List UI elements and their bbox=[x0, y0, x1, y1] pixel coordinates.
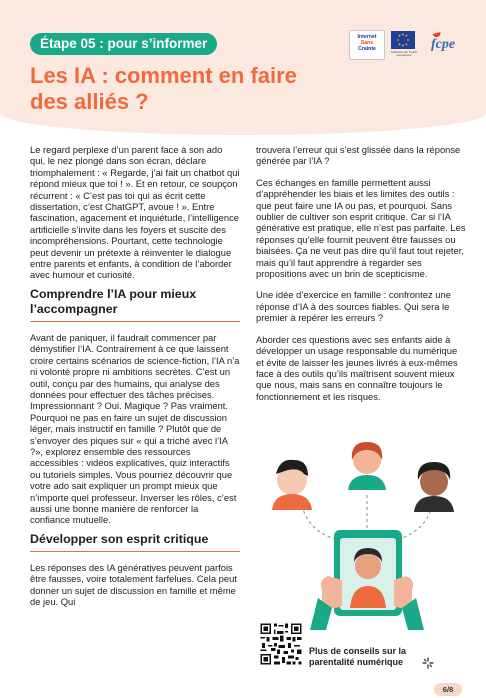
stage-badge: Étape 05 : pour s’informer bbox=[30, 33, 217, 55]
fcpe-logo: fcpe bbox=[431, 32, 469, 58]
intro-paragraph: Le regard perplexe d’un parent face à son ado qui, le nez plongé dans son écran, déclare triomphalement : « Regarde, j’ai fait un chatbot qui répond mieux que toi ! ». Et en retour, ce soupçon récurrent : « C’est pas toi qui as écrit cette dissertation, c’est ChatGPT, avoue ! ». Entre fascination, agacement et inquiétude, l’intelligence artificielle s’invite dans les foyers et suscite des incompréhensions. Pourtant, cette technologie peut devenir un prétexte à réinventer le dialogue entre parents et enfants, à condition de l’aborder avec humour et curiosité. bbox=[30, 144, 240, 281]
sparkle-icon bbox=[422, 657, 434, 669]
section-paragraph-understand: Avant de paniquer, il faudrait commencer par démystifier l’IA. Contrairement à ce que laissent croire certains scénarios de science-fiction, l’IA n’a ni volonté propre ni ambitions secrètes. C’est un outil, conçu par des humains, qui analyse des données pour effectuer des tâches précises. Impressionnant ? Oui. Magique ? Pas vraiment. Pourquoi ne pas en faire un sujet de discussion léger, mais instructif en famille ? Plutôt que de s’envoyer des piques sur « qui a triché avec l’IA ?», explorez ensemble des ressources accessibles : vidéos explicatives, quiz interactifs ou tutoriels simples. Vous pourriez découvrir que votre ado sait expliquer un prompt mieux que n’importe quel professeur. Inverser les rôles, c’est aussi une bonne manière de renforcer la confiance mutuelle. bbox=[30, 331, 240, 526]
phone-icon bbox=[334, 530, 402, 616]
partner-logos bbox=[349, 30, 469, 64]
paragraph-continuation: trouvera l’erreur qui s’est glissée dans la réponse générée par l’IA ? bbox=[256, 144, 461, 167]
qr-code[interactable] bbox=[259, 622, 303, 666]
qr-caption: Plus de conseils sur la parentalité numérique bbox=[309, 646, 407, 667]
internet-sans-crainte-logo: Internet Sans Crainte bbox=[349, 30, 385, 60]
person-right-icon bbox=[414, 462, 454, 512]
paragraph-responsible-use: Aborder ces questions avec ses enfants aide à développer un usage responsable du numérique et évite de laisser les jeunes livrés à eux-mêmes face à des outils qu’ils maîtrisent souvent mieux que nous, mais sans en connaître toujours le fonctionnement et les risques. bbox=[256, 333, 458, 402]
eu-caption: Cofinancé par l’Union européenne bbox=[390, 50, 418, 58]
page-title: Les IA : comment en faire des alliés ? bbox=[30, 63, 297, 114]
family-video-call-illustration bbox=[262, 430, 462, 630]
page-number: 6/8 bbox=[434, 683, 462, 696]
right-column bbox=[256, 144, 466, 412]
paragraph-exercise-idea: Une idée d’exercice en famille : confrontez une réponse d’IA à des sources fiables. Qui sera le premier à repérer les erreurs ? bbox=[256, 289, 451, 324]
paragraph-family-exchange: Ces échanges en famille permettent aussi d’appréhender les biais et les limites des outils : que peut faire une IA ou pas, et pourquoi. Sans oublier de cultiver son esprit critique. Car si l’IA générative est pratique, elle n’est pas parfaite. Les réponses qu’elle fournit peuvent être fausses ou biaisées. Ça ne veut pas dire qu’il faut tout rejeter, mais qu’il faut apprendre à regarder ses propositions avec un brin de scepticisme. bbox=[256, 176, 466, 280]
eu-flag-icon bbox=[391, 31, 415, 49]
left-column bbox=[30, 144, 240, 613]
person-middle-icon bbox=[348, 442, 386, 490]
section-heading-critical: Développer son esprit critique bbox=[30, 532, 240, 552]
section-heading-understand: Comprendre l’IA pour mieux l’accompagner bbox=[30, 287, 240, 322]
person-left-icon bbox=[272, 460, 312, 510]
section-paragraph-critical: Les réponses des IA génératives peuvent parfois être fausses, voire totalement farfelues. Cela peut donner un sujet de discussion en famille et même de jeu. Qui bbox=[30, 561, 237, 607]
